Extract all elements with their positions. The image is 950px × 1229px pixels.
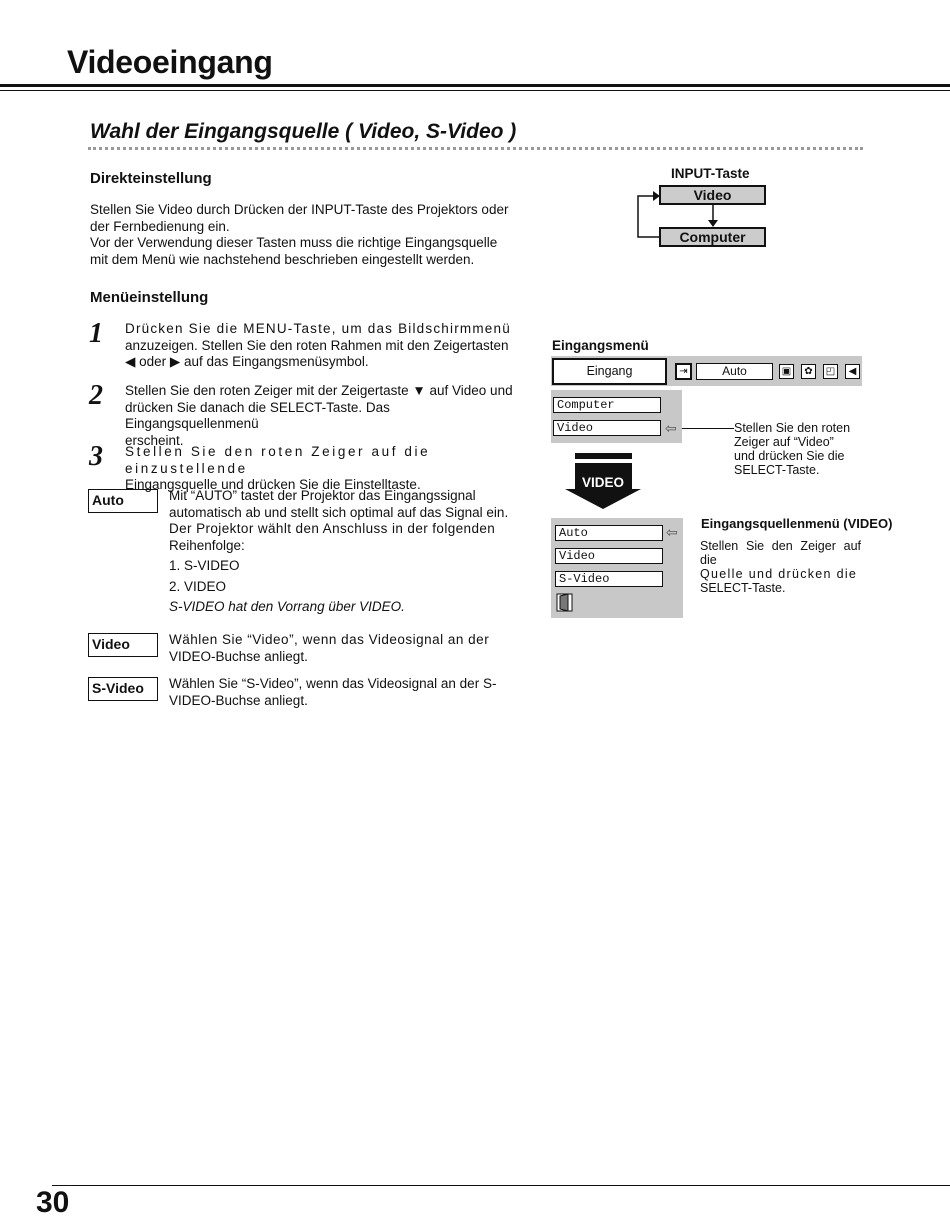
screen-icon[interactable]: ▣ xyxy=(779,364,794,379)
step-2-text: Stellen Sie den roten Zeiger mit der Zeigertaste ▼ auf Video und drücken Sie danach die SELECT-Taste. Das Eingangsquellenmenü erscheint. xyxy=(125,383,513,448)
option-svideo-text: Wählen Sie “S-Video”, wenn das Videosignal an der S- VIDEO-Buchse anliegt. xyxy=(169,676,497,708)
step-1-text: Drücken Sie die MENU-Taste, um das Bildschirmmenü anzuzeigen. Stellen Sie den roten Rahmen mit den Zeigertasten ◀ oder ▶ auf das Eingangsmenüsymbol. xyxy=(125,321,511,369)
source-item-video[interactable]: Video xyxy=(555,548,663,564)
exit-icon[interactable] xyxy=(556,593,574,613)
direct-heading: Direkteinstellung xyxy=(90,170,212,187)
option-tag-auto: Auto xyxy=(88,489,158,513)
direct-paragraph: Stellen Sie Video durch Drücken der INPUT-Taste des Projektors oder der Fernbedienung ein. Vor der Verwendung dieser Tasten muss die richtige Eingangsquelle mit dem Menü wie nachstehend beschrieben eingestellt werden. xyxy=(90,202,509,267)
step-number-3: 3 xyxy=(89,441,103,472)
source-item-auto[interactable]: Auto xyxy=(555,525,663,541)
list-item-video[interactable]: Video xyxy=(553,420,661,436)
step-3-text: Stellen Sie den roten Zeiger auf die einzustellende Eingangsquelle und drücken Sie die Einstelltaste. xyxy=(125,444,431,492)
arrow-label: VIDEO xyxy=(581,475,624,490)
list-item-computer[interactable]: Computer xyxy=(553,397,661,413)
input-key-label: INPUT-Taste xyxy=(671,166,750,181)
menu-value-field[interactable]: Auto xyxy=(696,363,773,380)
title-rule xyxy=(0,84,950,87)
source-item-svideo[interactable]: S-Video xyxy=(555,571,663,587)
menu-setting-heading: Menüeinstellung xyxy=(90,289,209,306)
input-box-video: Video xyxy=(659,185,766,205)
menu-name-eingang[interactable]: Eingang xyxy=(552,358,667,385)
footer-rule xyxy=(52,1185,950,1186)
input-box-computer: Computer xyxy=(659,227,766,247)
setting-icon[interactable]: ◰ xyxy=(823,364,838,379)
option-tag-svideo: S-Video xyxy=(88,677,158,701)
input-cycle-arrows xyxy=(630,185,770,250)
section-title: Wahl der Eingangsquelle ( Video, S-Video ) xyxy=(90,120,517,143)
step-number-1: 1 xyxy=(89,318,103,349)
callout-text: Stellen Sie den roten Zeiger auf “Video” und drücken Sie die SELECT-Taste. xyxy=(734,421,851,477)
page-title: Videoeingang xyxy=(67,44,273,80)
callout-line xyxy=(682,428,734,429)
dotted-divider xyxy=(88,147,863,150)
input-menu-icon[interactable]: ⇥ xyxy=(675,363,692,380)
option-tag-video: Video xyxy=(88,633,158,657)
image-adjust-icon[interactable]: ✿ xyxy=(801,364,816,379)
eingangsmenu-label: Eingangsmenü xyxy=(552,338,649,353)
sound-icon[interactable]: ◀ xyxy=(845,364,860,379)
source-pointer-icon: ⇦ xyxy=(666,524,678,540)
page-number: 30 xyxy=(36,1186,70,1219)
option-video-text: Wählen Sie “Video”, wenn das Videosignal an der VIDEO-Buchse anliegt. xyxy=(169,632,490,664)
option-auto-text: Mit “AUTO” tastet der Projektor das Eingangssignal automatisch ab und stellt sich optimal auf das Signal ein. Der Projektor wählt den Anschluss in der folgenden Reihenfolge: 1. S-VIDEO 2. VIDEO S-VIDEO hat den Vorrang über VIDEO. xyxy=(169,488,509,614)
source-menu-heading: Eingangsquellenmenü (VIDEO) xyxy=(701,516,893,531)
title-rule-thin xyxy=(0,90,950,91)
source-menu-desc: Stellen Sie den Zeiger auf die Quelle und drücken die SELECT-Taste. xyxy=(700,539,861,595)
step-number-2: 2 xyxy=(89,380,103,411)
pointer-arrow-icon: ⇦ xyxy=(665,420,677,436)
